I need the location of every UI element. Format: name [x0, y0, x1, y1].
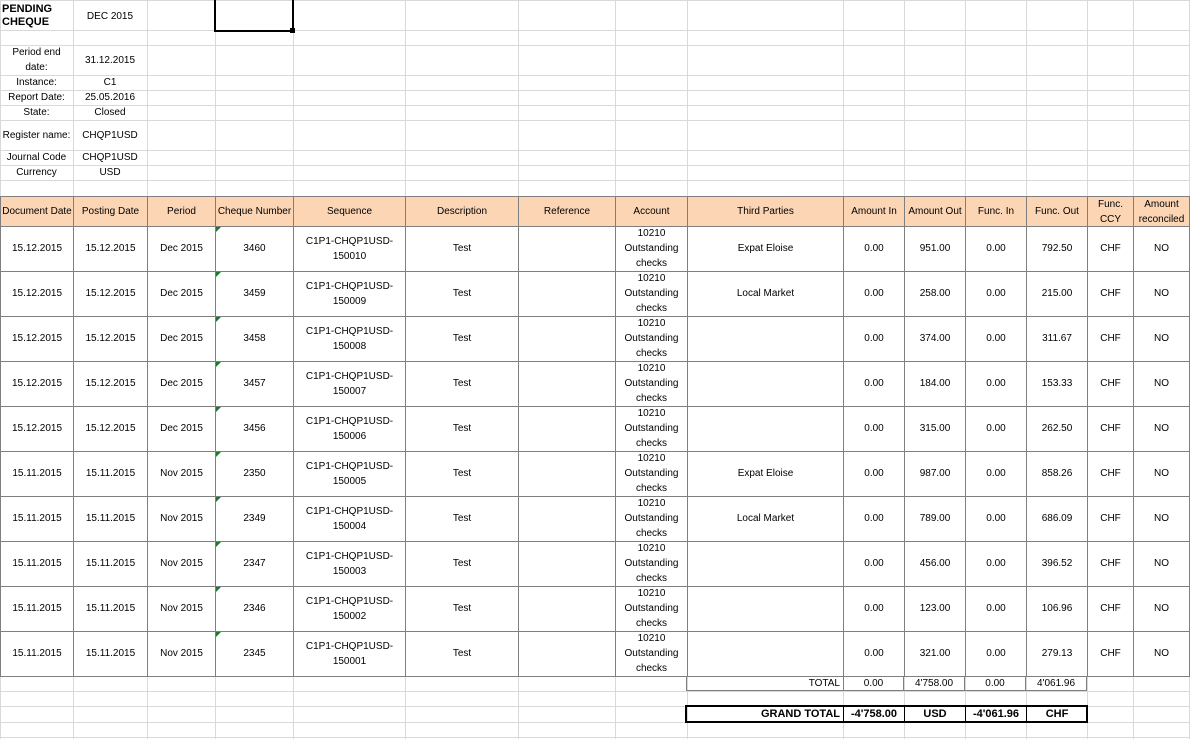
table-cell[interactable]: Test	[405, 316, 519, 362]
table-cell[interactable]: 0.00	[843, 406, 905, 452]
column-header[interactable]: Period	[147, 196, 216, 227]
table-cell[interactable]: NO	[1133, 226, 1190, 272]
comment-indicator-icon	[216, 227, 221, 232]
table-cell[interactable]: 15.12.2015	[73, 406, 148, 452]
column-header[interactable]: Func. Out	[1026, 196, 1088, 227]
table-cell[interactable]	[687, 406, 844, 452]
meta-label[interactable]: Report Date:	[8, 92, 65, 103]
table-cell[interactable]: 215.00	[1026, 271, 1088, 317]
meta-value[interactable]: CHQP1USD	[82, 129, 138, 141]
comment-indicator-icon	[216, 272, 221, 277]
table-cell[interactable]: 15.11.2015	[0, 451, 74, 497]
column-header[interactable]: Document Date	[0, 196, 74, 227]
table-cell[interactable]: 0.00	[843, 316, 905, 362]
table-cell[interactable]: 2347	[215, 541, 294, 587]
table-cell[interactable]: NO	[1133, 496, 1190, 542]
comment-indicator-icon	[216, 497, 221, 502]
report-month[interactable]: DEC 2015	[86, 10, 134, 22]
table-cell[interactable]: 858.26	[1026, 451, 1088, 497]
table-cell[interactable]: 0.00	[843, 586, 905, 632]
meta-label[interactable]: Instance:	[16, 77, 57, 88]
table-cell[interactable]	[687, 586, 844, 632]
table-cell[interactable]: 2346	[215, 586, 294, 632]
table-cell[interactable]: 3459	[215, 271, 294, 317]
table-cell[interactable]: 10210 Outstanding checks	[615, 451, 688, 497]
table-cell[interactable]: CHF	[1087, 586, 1134, 632]
table-cell[interactable]: 2350	[215, 451, 294, 497]
table-cell[interactable]: 15.12.2015	[73, 316, 148, 362]
column-header[interactable]: Description	[405, 196, 519, 227]
table-cell[interactable]: 0.00	[843, 226, 905, 272]
table-cell[interactable]: Nov 2015	[147, 586, 216, 632]
comment-indicator-icon	[216, 452, 221, 457]
table-cell[interactable]	[687, 631, 844, 677]
table-cell[interactable]: 3457	[215, 361, 294, 407]
table-cell[interactable]: C1P1-CHQP1USD-150002	[293, 586, 406, 632]
table-cell[interactable]: 0.00	[843, 496, 905, 542]
table-cell[interactable]: 15.12.2015	[73, 226, 148, 272]
table-cell[interactable]: 951.00	[904, 226, 966, 272]
table-cell[interactable]	[687, 316, 844, 362]
table-cell[interactable]: 686.09	[1026, 496, 1088, 542]
meta-label[interactable]: Period end date:	[12, 47, 61, 73]
table-cell[interactable]: Test	[405, 406, 519, 452]
table-cell[interactable]: Test	[405, 586, 519, 632]
column-header[interactable]: Posting Date	[73, 196, 148, 227]
meta-label[interactable]: Journal Code	[6, 152, 67, 163]
report-title[interactable]: PENDING CHEQUE	[2, 3, 53, 28]
table-cell[interactable]	[518, 271, 616, 317]
table-cell[interactable]: Test	[405, 541, 519, 587]
table-cell[interactable]: 10210 Outstanding checks	[615, 361, 688, 407]
column-header[interactable]: Amount Out	[904, 196, 966, 227]
table-cell[interactable]: Dec 2015	[147, 406, 216, 452]
table-cell[interactable]: NO	[1133, 316, 1190, 362]
table-cell[interactable]: C1P1-CHQP1USD-150010	[293, 226, 406, 272]
table-cell[interactable]: 15.11.2015	[73, 541, 148, 587]
table-cell[interactable]: 2345	[215, 631, 294, 677]
table-cell[interactable]: 15.12.2015	[0, 361, 74, 407]
table-cell[interactable]: 262.50	[1026, 406, 1088, 452]
comment-indicator-icon	[216, 587, 221, 592]
table-cell[interactable]: 10210 Outstanding checks	[615, 586, 688, 632]
meta-label[interactable]: Currency	[16, 167, 57, 178]
comment-indicator-icon	[216, 542, 221, 547]
table-cell[interactable]: 321.00	[904, 631, 966, 677]
table-cell[interactable]: Dec 2015	[147, 271, 216, 317]
table-cell[interactable]: C1P1-CHQP1USD-150007	[293, 361, 406, 407]
table-cell[interactable]	[518, 361, 616, 407]
table-cell[interactable]: 2349	[215, 496, 294, 542]
grand-total-amount[interactable]: -4'758.00	[843, 706, 904, 722]
table-cell[interactable]	[518, 586, 616, 632]
table-cell[interactable]	[518, 226, 616, 272]
gridline-horizontal	[0, 45, 1190, 46]
table-cell[interactable]: 0.00	[843, 361, 905, 407]
gridline-horizontal	[0, 90, 1190, 91]
meta-label[interactable]: Register name:	[2, 129, 71, 141]
table-cell[interactable]: 315.00	[904, 406, 966, 452]
meta-value[interactable]: 25.05.2016	[84, 92, 136, 103]
meta-value[interactable]: 31.12.2015	[84, 54, 136, 66]
table-cell[interactable]: 10210 Outstanding checks	[615, 316, 688, 362]
column-header[interactable]: Reference	[518, 196, 616, 227]
table-cell[interactable]: C1P1-CHQP1USD-150001	[293, 631, 406, 677]
table-cell[interactable]: CHF	[1087, 631, 1134, 677]
table-cell[interactable]: 15.12.2015	[0, 406, 74, 452]
table-cell[interactable]: 10210 Outstanding checks	[615, 271, 688, 317]
table-cell[interactable]: 258.00	[904, 271, 966, 317]
table-cell[interactable]: NO	[1133, 406, 1190, 452]
table-cell[interactable]: 15.11.2015	[0, 496, 74, 542]
column-header[interactable]: Cheque Number	[215, 196, 294, 227]
table-cell[interactable]: 15.12.2015	[73, 361, 148, 407]
table-cell[interactable]	[518, 631, 616, 677]
table-cell[interactable]: 15.11.2015	[0, 586, 74, 632]
gridline-horizontal	[0, 150, 1190, 151]
comment-indicator-icon	[216, 317, 221, 322]
table-cell[interactable]: Test	[405, 496, 519, 542]
table-cell[interactable]: 15.11.2015	[0, 541, 74, 587]
gridline-horizontal	[0, 30, 1190, 31]
column-header[interactable]: Func. CCY	[1087, 196, 1134, 227]
table-cell[interactable]: 15.12.2015	[73, 271, 148, 317]
gridline-horizontal	[0, 180, 1190, 181]
table-cell[interactable]: CHF	[1087, 451, 1134, 497]
gridline-horizontal	[0, 691, 1190, 692]
table-cell[interactable]: Local Market	[687, 496, 844, 542]
gridline-horizontal	[0, 737, 1190, 738]
table-cell[interactable]: CHF	[1087, 541, 1134, 587]
table-cell[interactable]: C1P1-CHQP1USD-150004	[293, 496, 406, 542]
table-cell[interactable]	[518, 541, 616, 587]
table-cell[interactable]: 792.50	[1026, 226, 1088, 272]
table-cell[interactable]: 15.11.2015	[73, 631, 148, 677]
table-cell[interactable]: 0.00	[965, 271, 1027, 317]
table-cell[interactable]: Dec 2015	[147, 361, 216, 407]
table-cell[interactable]: 311.67	[1026, 316, 1088, 362]
meta-value[interactable]: Closed	[94, 107, 126, 118]
table-cell[interactable]: 15.12.2015	[0, 226, 74, 272]
comment-indicator-icon	[216, 362, 221, 367]
table-cell[interactable]: 0.00	[965, 316, 1027, 362]
column-header[interactable]: Account	[615, 196, 688, 227]
table-cell[interactable]: 15.11.2015	[73, 451, 148, 497]
table-cell[interactable]: 0.00	[843, 631, 905, 677]
meta-value[interactable]: USD	[99, 167, 121, 178]
table-cell[interactable]: 15.11.2015	[0, 631, 74, 677]
total-amount-out[interactable]: 4'758.00	[904, 676, 965, 691]
table-cell[interactable]: Nov 2015	[147, 451, 216, 497]
table-cell[interactable]: Test	[405, 271, 519, 317]
table-cell[interactable]: 789.00	[904, 496, 966, 542]
table-cell[interactable]: 15.12.2015	[0, 271, 74, 317]
table-cell[interactable]: 10210 Outstanding checks	[615, 226, 688, 272]
gridline-horizontal	[0, 0, 1190, 1]
meta-value[interactable]: CHQP1USD	[82, 152, 138, 163]
table-cell[interactable]: 153.33	[1026, 361, 1088, 407]
table-cell[interactable]: 3460	[215, 226, 294, 272]
total-func-in[interactable]: 0.00	[965, 676, 1026, 691]
grand-total-func-currency[interactable]: CHF	[1026, 706, 1087, 722]
table-cell[interactable]: 987.00	[904, 451, 966, 497]
total-label[interactable]: TOTAL	[686, 676, 843, 691]
table-cell[interactable]: 0.00	[843, 271, 905, 317]
table-cell[interactable]: 10210 Outstanding checks	[615, 631, 688, 677]
table-cell[interactable]: 0.00	[965, 451, 1027, 497]
table-cell[interactable]: C1P1-CHQP1USD-150005	[293, 451, 406, 497]
grand-total-func-amount[interactable]: -4'061.96	[965, 706, 1026, 722]
table-cell[interactable]: 15.11.2015	[73, 586, 148, 632]
meta-label[interactable]: State:	[23, 107, 50, 118]
grand-total-label[interactable]: GRAND TOTAL	[760, 707, 840, 720]
table-cell[interactable]: 0.00	[843, 451, 905, 497]
table-cell[interactable]: Expat Eloise	[687, 226, 844, 272]
table-cell[interactable]	[518, 406, 616, 452]
table-cell[interactable]: CHF	[1087, 406, 1134, 452]
table-cell[interactable]: Nov 2015	[147, 631, 216, 677]
table-cell[interactable]: Nov 2015	[147, 496, 216, 542]
table-cell[interactable]: NO	[1133, 586, 1190, 632]
meta-value[interactable]: C1	[103, 77, 117, 88]
table-cell[interactable]: C1P1-CHQP1USD-150009	[293, 271, 406, 317]
table-cell[interactable]: 0.00	[965, 496, 1027, 542]
gridline-horizontal	[0, 75, 1190, 76]
table-cell[interactable]: C1P1-CHQP1USD-150003	[293, 541, 406, 587]
table-cell[interactable]: NO	[1133, 631, 1190, 677]
table-cell[interactable]: 10210 Outstanding checks	[615, 406, 688, 452]
column-header[interactable]: Third Parties	[687, 196, 844, 227]
table-cell[interactable]: Test	[405, 226, 519, 272]
table-cell[interactable]: 10210 Outstanding checks	[615, 496, 688, 542]
table-cell[interactable]: 456.00	[904, 541, 966, 587]
table-cell[interactable]: CHF	[1087, 271, 1134, 317]
table-cell[interactable]: 0.00	[965, 361, 1027, 407]
comment-indicator-icon	[216, 407, 221, 412]
table-cell[interactable]: 15.11.2015	[73, 496, 148, 542]
column-header[interactable]: Amount reconciled	[1133, 196, 1190, 227]
table-cell[interactable]: 3456	[215, 406, 294, 452]
table-cell[interactable]: 374.00	[904, 316, 966, 362]
table-cell[interactable]: C1P1-CHQP1USD-150008	[293, 316, 406, 362]
column-header[interactable]: Amount In	[843, 196, 905, 227]
table-cell[interactable]: 396.52	[1026, 541, 1088, 587]
table-cell[interactable]: Test	[405, 361, 519, 407]
table-cell[interactable]	[518, 451, 616, 497]
table-cell[interactable]: Nov 2015	[147, 541, 216, 587]
gridline-horizontal	[0, 105, 1190, 106]
table-cell[interactable]	[518, 496, 616, 542]
table-cell[interactable]: C1P1-CHQP1USD-150006	[293, 406, 406, 452]
table-cell[interactable]: 3458	[215, 316, 294, 362]
table-cell[interactable]: 184.00	[904, 361, 966, 407]
table-cell[interactable]: 123.00	[904, 586, 966, 632]
table-cell[interactable]: 0.00	[965, 541, 1027, 587]
table-cell[interactable]: 10210 Outstanding checks	[615, 541, 688, 587]
gridline-horizontal	[0, 120, 1190, 121]
table-cell[interactable]: 0.00	[965, 406, 1027, 452]
table-cell[interactable]: Test	[405, 631, 519, 677]
total-func-out[interactable]: 4'061.96	[1026, 676, 1087, 691]
table-cell[interactable]	[687, 541, 844, 587]
table-cell[interactable]: CHF	[1087, 496, 1134, 542]
table-cell[interactable]: 279.13	[1026, 631, 1088, 677]
table-cell[interactable]: NO	[1133, 271, 1190, 317]
table-cell[interactable]: NO	[1133, 451, 1190, 497]
table-cell[interactable]: 15.12.2015	[0, 316, 74, 362]
table-cell[interactable]: 0.00	[843, 541, 905, 587]
column-header[interactable]: Func. In	[965, 196, 1027, 227]
gridline-horizontal	[0, 165, 1190, 166]
column-header[interactable]: Sequence	[293, 196, 406, 227]
table-cell[interactable]: Dec 2015	[147, 226, 216, 272]
table-cell[interactable]: CHF	[1087, 226, 1134, 272]
table-cell[interactable]: 0.00	[965, 631, 1027, 677]
table-cell[interactable]: Local Market	[687, 271, 844, 317]
total-amount-in[interactable]: 0.00	[843, 676, 904, 691]
table-cell[interactable]: 0.00	[965, 226, 1027, 272]
table-cell[interactable]: CHF	[1087, 316, 1134, 362]
fill-handle[interactable]	[290, 28, 295, 33]
table-cell[interactable]: 106.96	[1026, 586, 1088, 632]
table-cell[interactable]: NO	[1133, 361, 1190, 407]
table-cell[interactable]: 0.00	[965, 586, 1027, 632]
grand-total-currency[interactable]: USD	[904, 706, 965, 722]
table-cell[interactable]: Dec 2015	[147, 316, 216, 362]
comment-indicator-icon	[216, 632, 221, 637]
table-cell[interactable]: Expat Eloise	[687, 451, 844, 497]
table-cell[interactable]: NO	[1133, 541, 1190, 587]
table-cell[interactable]: CHF	[1087, 361, 1134, 407]
table-cell[interactable]	[687, 361, 844, 407]
table-cell[interactable]: Test	[405, 451, 519, 497]
table-cell[interactable]	[518, 316, 616, 362]
selected-cell[interactable]	[214, 0, 294, 32]
